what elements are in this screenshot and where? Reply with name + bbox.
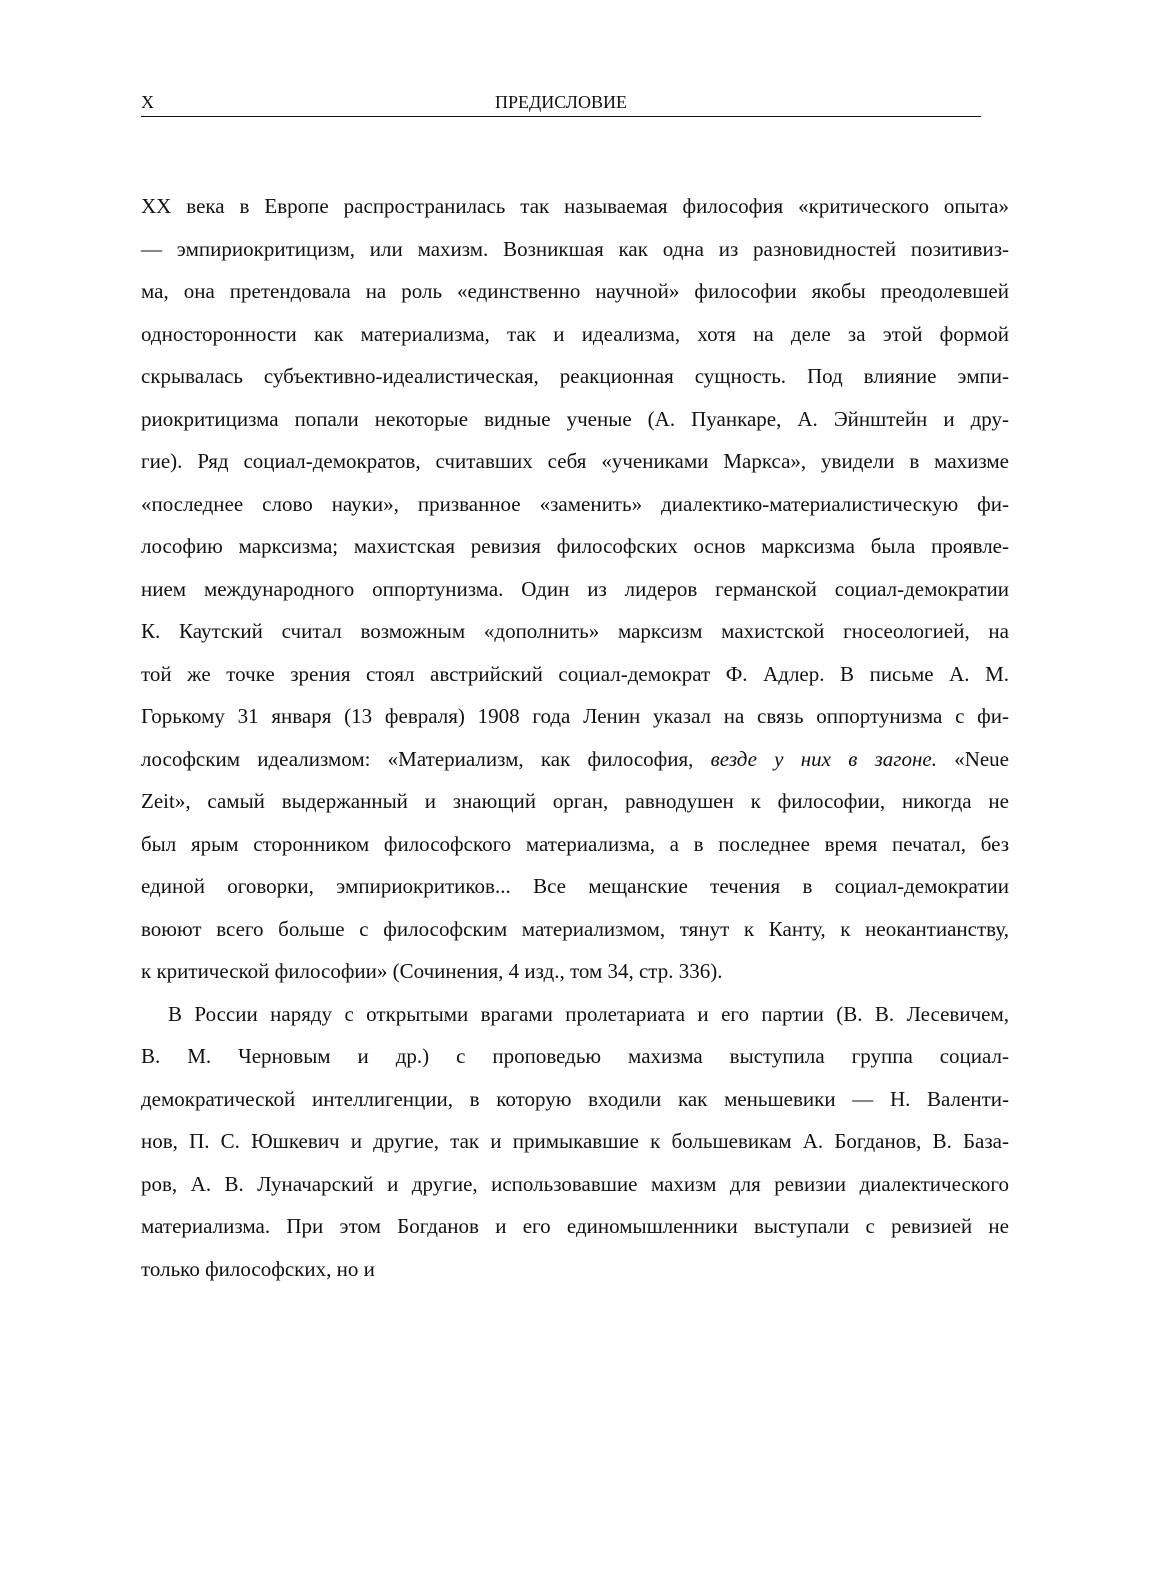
text-line: гие). Ряд социал-демократов, считавших себя «учениками Маркса», увидели в махизме bbox=[141, 449, 1009, 473]
text-line: ров, А. В. Луначарский и другие, использовавшие махизм для ревизии диалектического bbox=[141, 1171, 1009, 1196]
text-line: Zeit», самый выдержанный и знающий орган, равнодушен к философии, никогда не bbox=[141, 789, 1009, 813]
text-line: «последнее слово науки», призванное «заменить» диалектико-материалистическую фи- bbox=[141, 491, 1009, 516]
quote-line bbox=[141, 738, 1009, 781]
text-line: Горькому 31 января (13 февраля) 1908 года Ленин указал на связь оппортунизма с фи- bbox=[141, 704, 1009, 728]
quote-before: лософским идеализмом: «Материализм, как философия, bbox=[141, 746, 711, 771]
text-line: В. М. Черновым и др.) с проповедью махизма выступила группа социал- bbox=[141, 1044, 1009, 1068]
text-line: только философских, но и bbox=[141, 1256, 375, 1281]
body-text bbox=[141, 185, 1009, 1290]
quote-italic: везде у них в загоне. bbox=[710, 746, 937, 771]
text-line: нием международного оппортунизма. Один из лидеров германской социал-демократии bbox=[141, 576, 1009, 601]
text-line: скрывалась субъективно-идеалистическая, реакционная сущность. Под влияние эмпи- bbox=[141, 364, 1009, 388]
text-line: материализма. При этом Богданов и его единомышленники выступали с ревизией не bbox=[141, 1214, 1009, 1238]
running-title: ПРЕДИСЛОВИЕ bbox=[494, 92, 628, 112]
text-line: односторонности как материализма, так и идеализма, хотя на деле за этой формой bbox=[141, 321, 1009, 346]
text-line: — эмпириокритицизм, или махизм. Возникшая как одна из разновидностей позитивиз- bbox=[141, 236, 1009, 261]
text-line: к критической философии» (Сочинения, 4 изд., том 34, стр. 336). bbox=[141, 959, 723, 983]
text-line: ма, она претендовала на роль «единственно научной» философии якобы преодолевшей bbox=[141, 279, 1009, 303]
running-header bbox=[141, 92, 981, 117]
quote-after: «Neue bbox=[936, 746, 1009, 771]
text-line: XX века в Европе распространилась так называемая философия «критического опыта» bbox=[141, 194, 1009, 218]
text-line: воюют всего больше с философским материализмом, тянут к Канту, к неокантианству, bbox=[141, 916, 1009, 941]
text-line: К. Каутский считал возможным «дополнить» марксизм махистской гносеологией, на bbox=[141, 619, 1009, 643]
text-line: нов, П. С. Юшкевич и другие, так и примыкавшие к большевикам А. Богданов, В. База- bbox=[141, 1129, 1009, 1153]
text-line: единой оговорки, эмпириокритиков... Все мещанские течения в социал-демократии bbox=[141, 874, 1009, 898]
page-number: X bbox=[141, 92, 154, 112]
text-line: демократической интеллигенции, в которую входили как меньшевики — Н. Валенти- bbox=[141, 1086, 1009, 1111]
text-line: риокритицизма попали некоторые видные ученые (А. Пуанкаре, А. Эйнштейн и дру- bbox=[141, 406, 1009, 431]
text-line: лософию марксизма; махистская ревизия философских основ марксизма была проявле- bbox=[141, 534, 1009, 558]
text-line: той же точке зрения стоял австрийский социал-демократ Ф. Адлер. В письме А. М. bbox=[141, 661, 1009, 686]
text-line: был ярым сторонником философского материализма, а в последнее время печатал, без bbox=[141, 831, 1009, 856]
text-line: В России наряду с открытыми врагами пролетариата и его партии (В. В. Лесевичем, bbox=[168, 1001, 1009, 1026]
